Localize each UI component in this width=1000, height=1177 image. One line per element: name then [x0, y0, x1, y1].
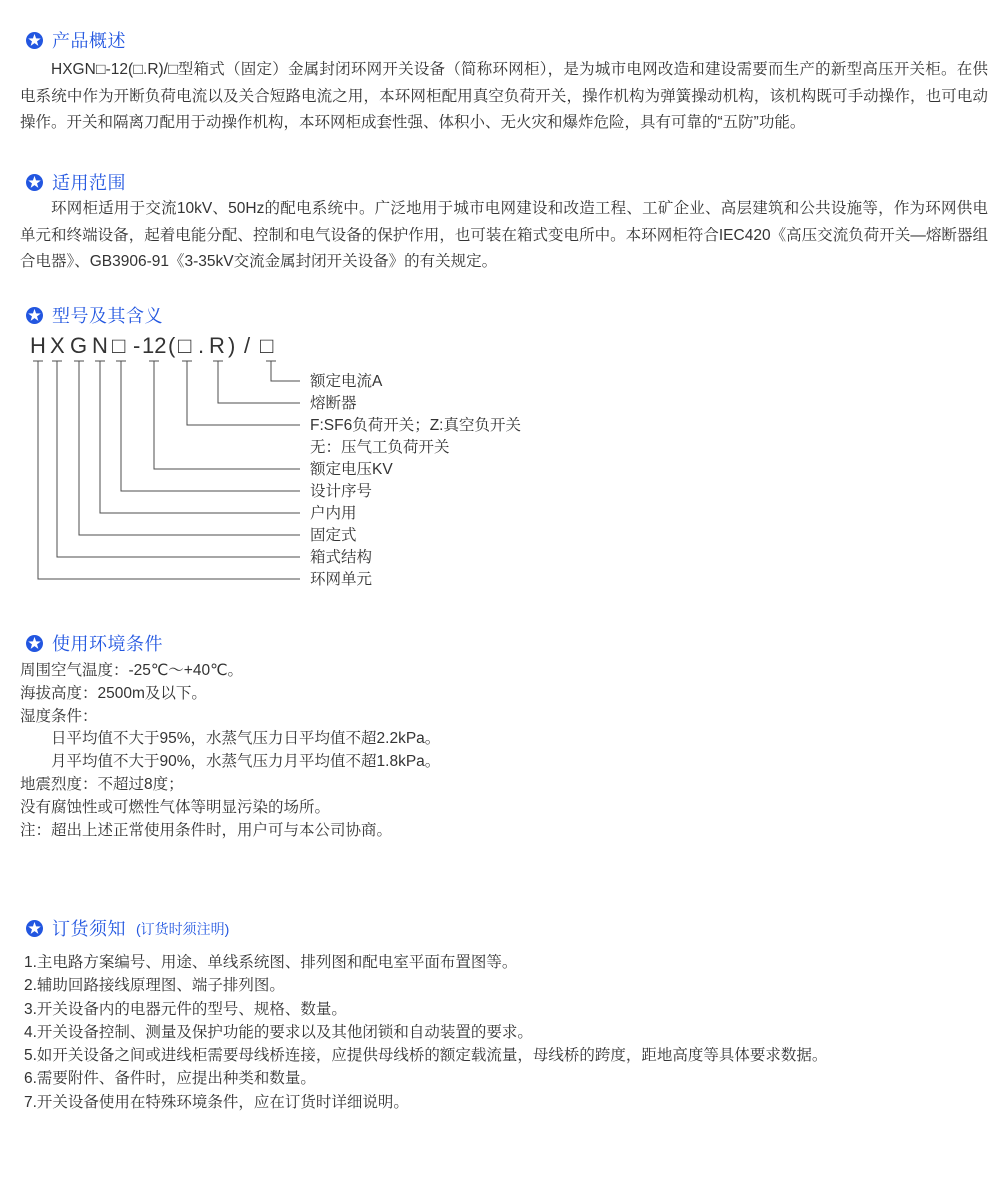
section-header-application — [26, 169, 126, 195]
section-title-environment: 使用环境条件 — [52, 634, 163, 654]
env-line-note: 注：超出上述正常使用条件时，用户可与本公司协商。 — [20, 821, 393, 839]
section-title-overview: 产品概述 — [52, 31, 126, 51]
ordering-item: 3.开关设备内的电器元件的型号、规格、数量。 — [24, 1000, 347, 1018]
model-designation-diagram — [30, 333, 730, 595]
ordering-instruction-list — [24, 951, 827, 1114]
model-label: 无：压气工负荷开关 — [310, 439, 450, 456]
section-header-overview — [26, 27, 126, 53]
section-header-model — [26, 302, 163, 328]
application-paragraph: 环网柜适用于交流10kV、50Hz的配电系统中。广泛地用于城市电网建设和改造工程、工矿企业、高层建筑和公共设施等，作为环网供电单元和终端设备，起着电能分配、控制和电气设备的保护作用，也可装在箱式变电所中。本环网柜符合IEC420《高压交流负荷开关—熔断器组合电器》、GB3906-91《3-35kV交流金属封闭开关设备》的有关规定。 — [20, 200, 988, 271]
model-unit: 12 — [142, 333, 167, 358]
env-line-temperature: 周围空气温度：-25℃～+40℃。 — [20, 662, 244, 679]
circled-star-icon — [26, 32, 43, 49]
section-header-ordering — [26, 915, 229, 941]
env-line-pollution: 没有腐蚀性或可燃性气体等明显污染的场所。 — [20, 798, 331, 816]
section-header-environment — [26, 630, 163, 656]
section-subtitle-ordering: (订货时须注明) — [136, 921, 230, 937]
ordering-item: 1.主电路方案编号、用途、单线系统图、排列图和配电室平面布置图等。 — [24, 954, 518, 971]
model-unit: R — [209, 333, 225, 358]
model-label: 箱式结构 — [310, 549, 373, 566]
model-label: 熔断器 — [310, 395, 357, 412]
model-unit: ) — [228, 333, 236, 358]
model-unit: □ — [178, 333, 192, 358]
model-code — [30, 333, 273, 358]
model-unit: X — [50, 333, 65, 358]
model-label: 户内用 — [310, 505, 357, 522]
model-unit: . — [198, 333, 205, 358]
model-label: 固定式 — [310, 527, 357, 544]
model-unit: □ — [112, 333, 126, 358]
env-line-daily-average: 日平均值不大于95%，水蒸气压力日平均值不超2.2kPa。 — [51, 730, 441, 748]
model-unit: N — [92, 333, 108, 358]
model-connector-lines — [33, 361, 300, 579]
circled-star-icon — [26, 174, 43, 191]
section-title-ordering: 订货须知 — [52, 919, 126, 939]
model-label: F:SF6负荷开关；Z:真空负开关 — [310, 417, 521, 434]
section-title-model: 型号及其含义 — [52, 306, 163, 326]
ordering-item: 5.如开关设备之间或进线柜需要母线桥连接，应提供母线桥的额定载流量，母线桥的跨度，距地高度等具体要求数据。 — [24, 1047, 828, 1065]
ordering-item: 4.开关设备控制、测量及保护功能的要求以及其他闭锁和自动装置的要求。 — [24, 1023, 533, 1041]
env-line-monthly-average: 月平均值不大于90%，水蒸气压力月平均值不超1.8kPa。 — [51, 753, 441, 771]
ordering-item: 6.需要附件、备件时，应提出种类和数量。 — [24, 1070, 316, 1088]
ordering-item: 2.辅助回路接线原理图、端子排列图。 — [24, 977, 285, 995]
env-line-seismic: 地震烈度：不超过8度； — [20, 775, 184, 793]
ordering-item: 7.开关设备使用在特殊环境条件，应在订货时详细说明。 — [24, 1093, 409, 1111]
section-title-application: 适用范围 — [52, 173, 126, 193]
model-label: 额定电流A — [310, 373, 383, 390]
model-label: 环网单元 — [310, 571, 373, 588]
model-unit: ( — [168, 333, 176, 358]
overview-paragraph: HXGN□-12(□.R)/□型箱式（固定）金属封闭环网开关设备（简称环网柜），是为城市电网改造和建设需要而生产的新型高压开关柜。在供电系统中作为开断负荷电流以及关合短路电流之用，本环网柜配用真空负荷开关，操作机构为弹簧操动机构，该机构既可手动操作，也可电动操作。开关和隔离刀配用于动操作机构，本环网柜成套性强、体积小、无火灾和爆炸危险，具有可靠的“五防”功能。 — [20, 61, 988, 132]
model-unit: G — [70, 333, 88, 358]
circled-star-icon — [26, 920, 43, 937]
circled-star-icon — [26, 307, 43, 324]
env-line-altitude: 海拔高度：2500m及以下。 — [20, 684, 207, 702]
circled-star-icon — [26, 635, 43, 652]
model-meaning-labels — [310, 372, 521, 588]
environment-conditions — [20, 660, 440, 842]
model-unit: H — [30, 333, 46, 358]
model-unit: / — [244, 333, 251, 358]
model-unit: - — [133, 333, 141, 358]
model-label: 设计序号 — [310, 483, 373, 500]
model-unit: □ — [260, 333, 274, 358]
model-label: 额定电压KV — [310, 461, 393, 478]
env-line-humidity: 湿度条件： — [20, 707, 98, 725]
